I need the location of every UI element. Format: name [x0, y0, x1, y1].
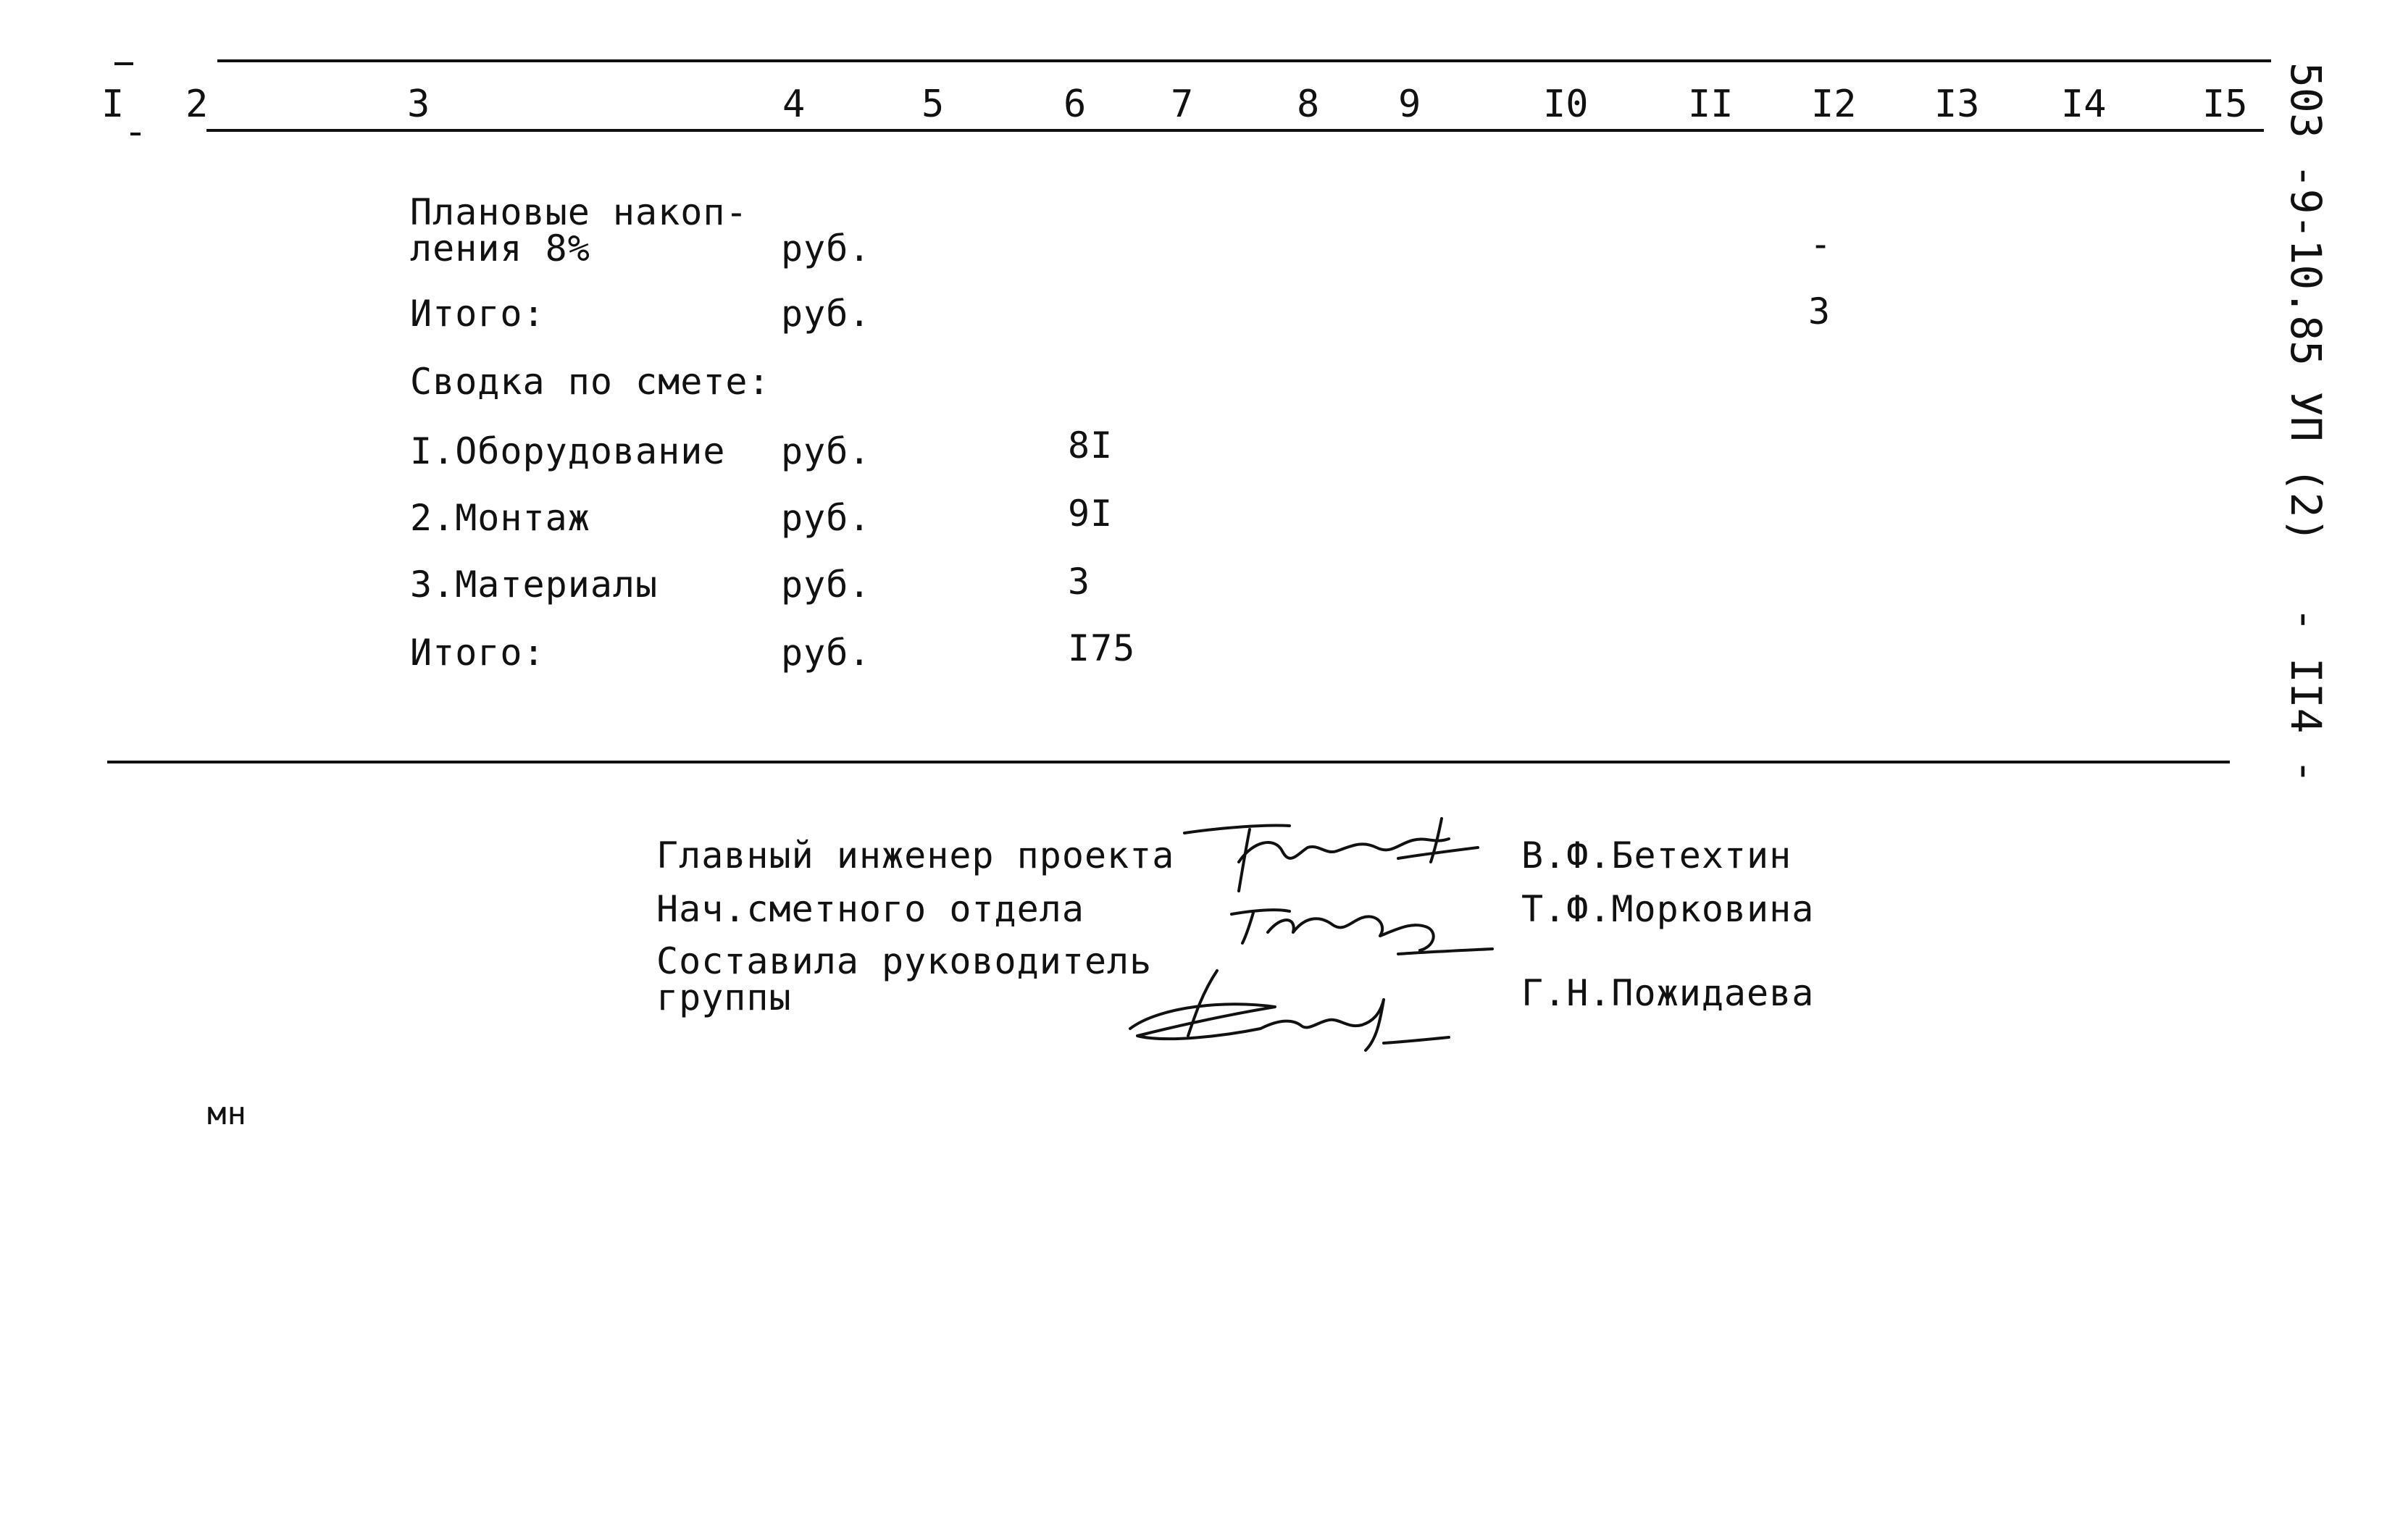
- row-name: 2.Монтаж: [410, 497, 590, 539]
- row-value-col6: I75: [1068, 627, 1136, 669]
- row-unit: руб.: [781, 227, 872, 269]
- column-header: 3: [407, 83, 430, 126]
- row-value-col12: 3: [1808, 290, 1831, 332]
- row-name: ления 8%: [410, 227, 590, 269]
- row-name: Плановые накоп-: [410, 191, 748, 233]
- signatory-role: Главный инженер проекта: [656, 834, 1175, 876]
- header-top-tick: [114, 62, 133, 65]
- column-header: I4: [2061, 83, 2107, 126]
- signature-estimate-dept-head: [1224, 892, 1500, 958]
- row-unit: руб.: [781, 632, 872, 674]
- row-unit: руб.: [781, 293, 872, 335]
- document-code: 503 -9-10.85 УП (2): [2281, 62, 2331, 543]
- row-unit: руб.: [781, 564, 872, 606]
- signatory-role: группы: [656, 976, 792, 1018]
- signatory-name: В.Ф.Бетехтин: [1521, 834, 1792, 876]
- column-header: II: [1688, 83, 1734, 126]
- signature-chief-engineer: [1181, 811, 1485, 898]
- header-bottom-rule: [206, 129, 2264, 132]
- column-header: I0: [1543, 83, 1589, 126]
- row-name: Итого:: [410, 293, 546, 335]
- column-header: 7: [1171, 83, 1194, 126]
- page-number: - II4 -: [2281, 607, 2331, 784]
- column-header: 9: [1398, 83, 1421, 126]
- row-value-col6: 9I: [1068, 493, 1113, 535]
- header-top-rule: [217, 59, 2271, 62]
- row-name: I.Оборудование: [410, 430, 726, 472]
- signatory-role: Нач.сметного отдела: [656, 888, 1084, 930]
- column-header: 5: [921, 83, 945, 126]
- row-name: 3.Материалы: [410, 564, 659, 606]
- row-unit: руб.: [781, 497, 872, 539]
- column-header: 6: [1063, 83, 1087, 126]
- column-header: 8: [1297, 83, 1320, 126]
- column-header: I: [101, 83, 125, 126]
- column-header: 4: [782, 83, 806, 126]
- table-bottom-rule: [107, 761, 2230, 763]
- row-value-col12: -: [1810, 223, 1833, 265]
- column-header: 2: [185, 83, 209, 126]
- signatory-role: Составила руководитель: [656, 940, 1153, 982]
- signature-group-leader: [1116, 963, 1463, 1058]
- section-heading: Сводка по смете:: [410, 361, 771, 403]
- row-value-col6: 3: [1068, 561, 1091, 603]
- column-header: I5: [2202, 83, 2248, 126]
- column-header: I3: [1934, 83, 1980, 126]
- signatory-name: Г.Н.Пожидаева: [1521, 972, 1815, 1014]
- column-header: I2: [1811, 83, 1857, 126]
- row-value-col6: 8I: [1068, 424, 1113, 466]
- row-name: Итого:: [410, 632, 546, 674]
- footer-mark: мн: [207, 1095, 247, 1132]
- header-bottom-tick: [130, 133, 141, 135]
- row-unit: руб.: [781, 430, 872, 472]
- signatory-name: Т.Ф.Морковина: [1521, 888, 1815, 930]
